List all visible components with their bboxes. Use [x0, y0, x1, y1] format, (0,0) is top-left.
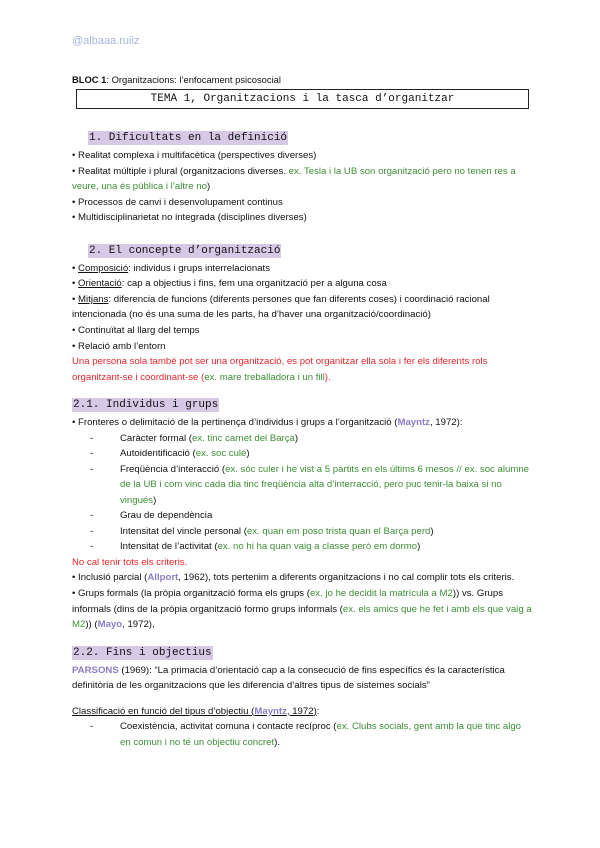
s21-intro-text: • Fronteres o delimitació de la pertinença d’individus i grups a l’organització ( [72, 417, 398, 429]
section-heading-2-1: 2.1. Individus i grups [73, 399, 219, 412]
s2-red-note-close: ). [324, 371, 331, 383]
s21-dash-6: - Intensitat de l’activitat (ex. no hi ha quan vaig a classe però em dormo) [90, 541, 421, 553]
s21-red-note: No cal tenir tots els criteris. [72, 556, 188, 568]
s21-dash-2-example: ex. soc culé [195, 448, 247, 460]
s21-inclusio-text: • Inclusió parcial ( [72, 572, 148, 584]
watermark: @albaaa.ruiiz [72, 35, 140, 47]
s21-inclusio-author: Allport [147, 572, 179, 584]
s21-dash-3: - Freqüència d’interacció (ex. sóc culer i he vist a 5 partits en els últims 6 mesos // ex. soc alumne de la UB i com vinc cada dia tinc freqüència alta d’interracció, pero puc tenir-la baixa si no vingués) [90, 463, 529, 506]
s21-dash-1-close: ) [294, 432, 299, 444]
s2-bullet-2-text: : cap a objectius i fins, fem una organització per a alguna cosa [121, 278, 387, 290]
s21-dash-5-example: ex. quan em poso trista quan el Barça perd [246, 525, 431, 537]
s21-inclusio [72, 570, 532, 586]
s2-bullet-5: • Relació amb l’entorn [72, 340, 166, 352]
s21-grups-example-1: ex. jo he decidit la matrícula a M2 [309, 587, 453, 599]
s1-bullet-2-text: • Realitat múltiple i plural (organitzacions diverses. [72, 165, 289, 177]
s2-bullet-4: • Continuïtat al llarg del temps [72, 325, 200, 337]
tema-title-box: TEMA 1, Organitzacions i la tasca d’organitzar [76, 89, 529, 109]
s2-bullet-2: • Orientació: cap a objectius i fins, fem una organització per a alguna cosa [72, 278, 387, 290]
section-heading-2-2: 2.2. Fins i objectius [73, 646, 212, 659]
s22-dash-1-close: ). [274, 736, 281, 748]
s22-classification-text: Classificació en funció del tipus d’objectiu ( [72, 705, 255, 717]
s21-grups [72, 586, 532, 633]
s21-dash-5-text: Intensitat del vincle personal ( [120, 525, 247, 537]
s21-intro-author: Mayntz [397, 417, 430, 429]
s21-dash-3-text: Freqüència d’interacció ( [120, 463, 226, 475]
s21-dash-5-close: ) [430, 525, 434, 537]
s2-term-orientacio: Orientació [78, 278, 122, 290]
s21-grups-author: Mayo [97, 619, 123, 631]
s21-intro-year: , 1972): [429, 417, 463, 429]
s21-grups-example-2: ex. els amics que he fet i amb els que vaig a M2 [72, 603, 532, 631]
s22-dash-1-example: ex. Clubs socials, gent amb la que tinc algo en comun i no té un objectiu concret [120, 721, 522, 748]
s1-bullet-2 [72, 164, 532, 195]
s1-bullet-3: • Processos de canvi i desenvolupament continus [72, 196, 283, 208]
s21-grups-text-3: )) ( [85, 619, 98, 631]
s21-dash-1-example: ex. tinc carnet del Barça [191, 432, 295, 444]
s22-parsons [72, 663, 532, 694]
s2-red-note-text: Una persona sola també pot ser una organització, es pot organitzar ella sola i fer els diferents rols organitzant-se i coordinant-se ( [72, 356, 488, 383]
bloc-subtitle: : Organitzacions: l’enfocament psicosocial [106, 74, 281, 85]
s21-dash-5: - Intensitat del vincle personal (ex. quan em poso trista quan el Barça perd) [90, 525, 434, 537]
s21-dash-1: - Caràcter formal (ex. tinc carnet del Barça) [90, 432, 299, 444]
s22-classification [72, 704, 532, 720]
s21-dash-6-example: ex. no hi ha quan vaig a classe però em dormo [217, 541, 418, 553]
s21-dash-6-close: ) [417, 541, 421, 553]
s21-dash-2-text: Autoidentificació ( [120, 448, 196, 460]
s21-intro [72, 415, 532, 431]
s21-dash-2: - Autoidentificació (ex. soc culé) [90, 448, 250, 460]
bloc-label: BLOC 1 [72, 74, 107, 85]
s22-classification-underlined [72, 706, 317, 717]
document-page [72, 72, 532, 750]
s2-bullet-3: • Mitjans: diferencia de funcions (diferents persones que fan diferents coses) i coordinació racional intencionada (no és una suma de les parts, ha d’haver una organització/coordinació) [72, 293, 490, 321]
s2-red-note-example: ex. mare treballadora i un fill [204, 371, 325, 383]
s2-bullet-1-text: : individus i grups interrelacionats [128, 262, 271, 274]
s22-classification-year: , 1972) [286, 705, 317, 717]
s1-bullet-2-example: ex. Tesla i la UB son organització pero no tenen res a veure, una és pública i l’altre no [72, 165, 516, 193]
s22-parsons-quote: (1969): “La primacia d’orientació cap a la consecució de fins específics és la característica definitòria de les organitzacions que les diferencia d’altres tipus de sistemes socials” [72, 664, 505, 692]
s1-bullet-2-close: ) [206, 181, 211, 193]
s21-grups-year: , 1972), [122, 619, 155, 631]
s22-classification-author: Mayntz [254, 705, 287, 717]
s2-red-note [72, 354, 532, 385]
s21-dash-3-example: ex. sóc culer i he vist a 5 partits en els últims 6 mesos // ex. soc alumne de la UB i com vinc cada dia tinc freqüència alta d’interracció, pero puc tenir-la baixa si no vingués [120, 463, 529, 506]
s21-dash-4-text: Grau de dependència [120, 510, 213, 522]
s21-dash-1-text: Caràcter formal ( [120, 432, 192, 444]
s22-dash-1: - Coexistència, activitat comuna i contacte recíproc (ex. Clubs socials, gent amb la que tinc algo en comun i no té un objectiu concret). [90, 721, 522, 748]
s1-bullet-1: • Realitat complexa i multifacètica (perspectives diverses) [72, 150, 317, 162]
bloc-title [72, 72, 532, 87]
section-heading-1: 1. Dificultats en la definició [89, 132, 288, 145]
s22-classification-colon: : [316, 705, 320, 717]
s21-dash-6-text: Intensitat de l’activitat ( [120, 541, 218, 553]
s21-dash-3-close: ) [153, 494, 157, 506]
s2-bullet-1: • Composició: individus i grups interrelacionats [72, 262, 271, 274]
s2-term-mitjans: Mitjans [78, 293, 109, 305]
s21-grups-text: • Grups formals (la pròpia organització forma els grups ( [72, 587, 310, 599]
s22-dash-1-text: Coexistència, activitat comuna i contacte recíproc ( [120, 721, 337, 733]
s21-grups-text-2: )) vs. Grups informals (dins de la pròpia organització formo grups informals ( [72, 587, 503, 615]
s2-bullet-3-text: : diferencia de funcions (diferents persones que fan diferents coses) i coordinació racional intencionada (no és una suma de les parts, ha d’haver una organització/coordinació) [72, 293, 490, 321]
s1-bullet-4: • Multidisciplinarietat no integrada (disciplines diverses) [72, 212, 307, 224]
s22-parsons-author: PARSONS [72, 664, 119, 676]
section-heading-2: 2. El concepte d’organització [89, 244, 281, 257]
s21-dash-4: - Grau de dependència [90, 510, 213, 522]
s2-term-composicio: Composició [78, 262, 129, 274]
s21-dash-2-close: ) [246, 448, 250, 460]
s21-inclusio-rest: , 1962), tots pertenim a diferents organitzacions i no cal complir tots els criteris. [178, 572, 515, 584]
